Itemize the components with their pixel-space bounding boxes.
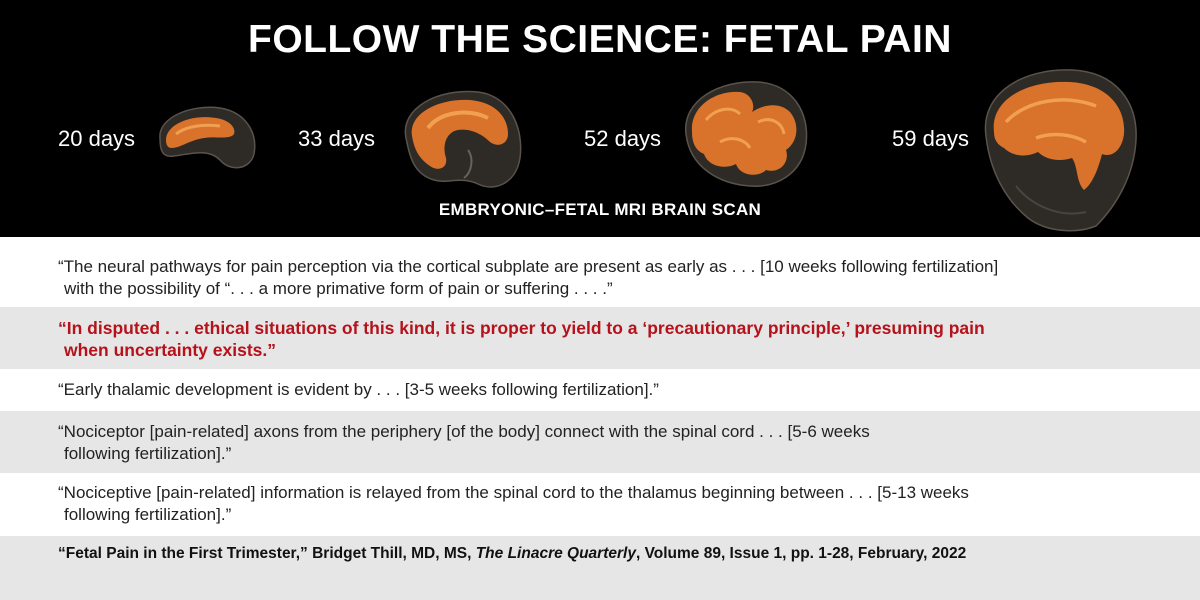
highlighted-quote-text <box>58 317 1168 361</box>
quote-row-1 <box>0 237 1200 307</box>
embryo-scan-20-days <box>150 98 262 176</box>
scan-caption: EMBRYONIC–FETAL MRI BRAIN SCAN <box>438 200 762 219</box>
citation <box>58 545 966 563</box>
quote-row-3 <box>0 369 1200 411</box>
stage-label-20-days: 20 days <box>58 126 136 151</box>
quote-line: “In disputed . . . ethical situations of this kind, it is proper to yield to a ‘precautionary principle,’ presuming pain <box>58 318 985 338</box>
quote-row-2-highlight <box>0 307 1200 369</box>
embryo-scan-33-days <box>398 88 526 192</box>
header-banner <box>0 0 1200 237</box>
quote-line: “The neural pathways for pain perception via the cortical subplate are present as early as . . . [10 weeks following fertilization] <box>58 257 999 276</box>
citation-text: “Fetal Pain in the First Trimester,” Bridget Thill, MD, MS, <box>58 545 476 562</box>
quote-line: “Early thalamic development is evident by . . . [3-5 weeks following fertilization].” <box>58 380 659 399</box>
quote-text <box>58 421 1168 465</box>
journal-name: The Linacre Quarterly <box>475 545 636 562</box>
quote-text <box>58 482 1168 526</box>
quote-line: when uncertainty exists.” <box>64 340 277 360</box>
quote-text <box>58 256 1168 300</box>
quote-line: “Nociceptive [pain-related] information is relayed from the spinal cord to the thalamus beginning between . . . [5-13 weeks <box>58 483 969 502</box>
stage-label-59-days: 59 days <box>892 126 970 151</box>
stage-label-52-days: 52 days <box>584 126 662 151</box>
quote-line: “Nociceptor [pain-related] axons from the periphery [of the body] connect with the spinal cord . . . [5-6 weeks <box>58 422 870 441</box>
quote-line: following fertilization].” <box>64 444 232 463</box>
page-title: FOLLOW THE SCIENCE: FETAL PAIN <box>248 18 952 61</box>
embryo-scan-52-days <box>680 78 812 190</box>
citation-details: , Volume 89, Issue 1, pp. 1-28, February, 2022 <box>635 545 967 562</box>
stage-label-33-days: 33 days <box>298 126 376 151</box>
quote-row-5 <box>0 473 1200 536</box>
quote-line: with the possibility of “. . . a more primative form of pain or suffering . . . .” <box>64 279 613 298</box>
quote-row-4 <box>0 411 1200 473</box>
quote-text <box>58 379 1168 401</box>
quote-line: following fertilization].” <box>64 505 232 524</box>
